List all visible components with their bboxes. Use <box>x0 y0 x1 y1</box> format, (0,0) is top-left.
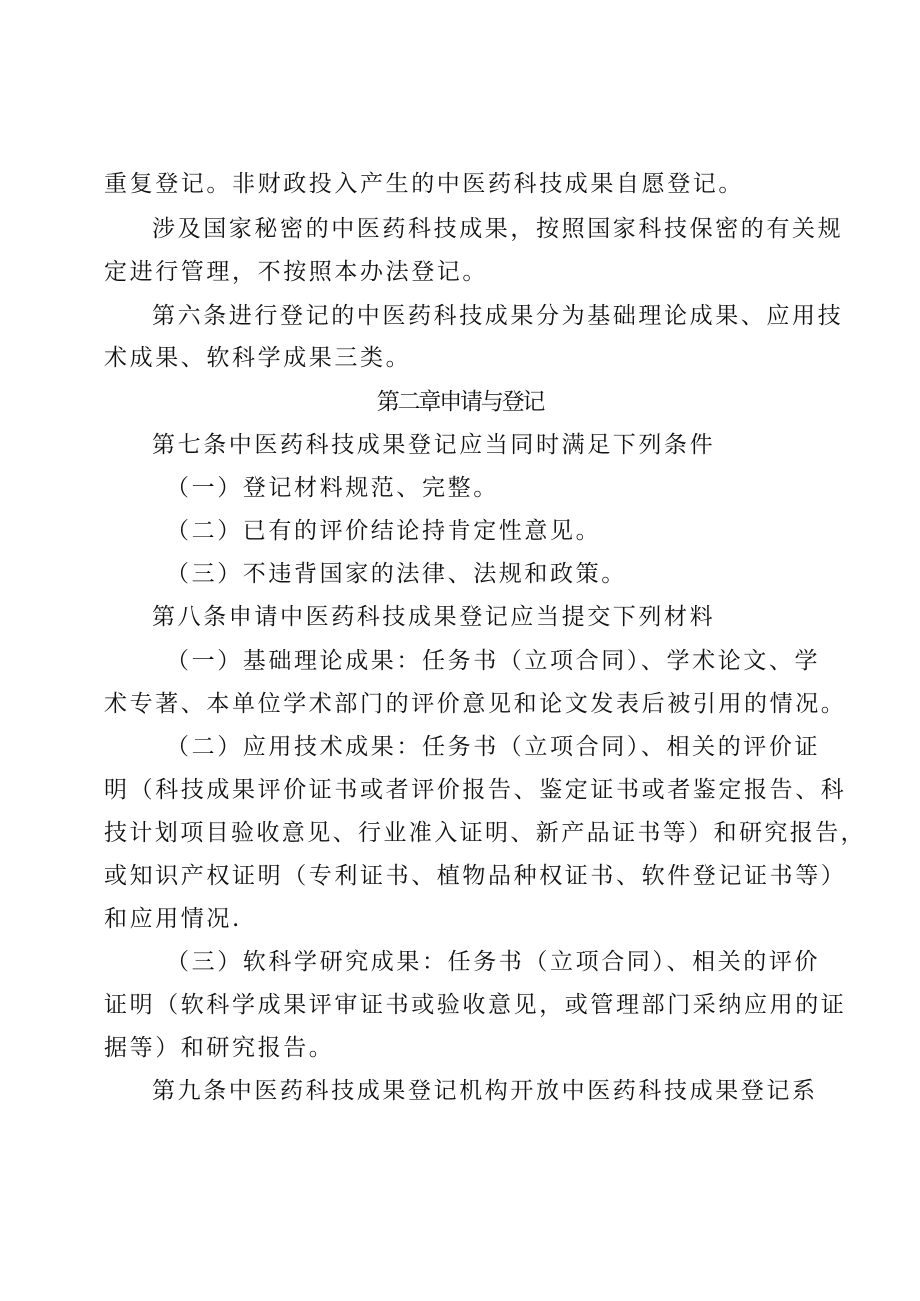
chapter-heading: 第二章申请与登记 <box>376 389 544 415</box>
list-item: （二）已有的评价结论持肯定性意见。 <box>166 518 602 544</box>
text-line: 第七条中医药科技成果登记应当同时满足下列条件 <box>152 432 716 458</box>
list-item: （三）软科学研究成果：任务书（立项合同）、相关的评价 <box>166 949 821 975</box>
list-item: （三）不违背国家的法律、法规和政策。 <box>166 561 627 587</box>
text-line: 定进行管理，不按照本办法登记。 <box>104 259 488 285</box>
list-item: （一）基础理论成果：任务书（立项合同）、学术论文、学 <box>166 648 821 674</box>
text-line: 或知识产权证明（专利证书、植物品种权证书、软件登记证书等） <box>104 863 847 889</box>
text-line: 证明（软科学成果评审证书或验收意见，或管理部门采纳应用的证 <box>104 992 847 1018</box>
text-line: 重复登记。非财政投入产生的中医药科技成果自愿登记。 <box>104 171 744 197</box>
text-line: 和应用情况. <box>104 906 242 932</box>
text-line: 术专著、本单位学术部门的评价意见和论文发表后被引用的情况。 <box>104 691 847 717</box>
text-line: 术成果、软科学成果三类。 <box>104 345 412 371</box>
text-line: 第八条申请中医药科技成果登记应当提交下列材料 <box>152 604 716 630</box>
text-line: 技计划项目验收意见、行业准入证明、新产品证书等）和研究报告， <box>104 820 866 846</box>
list-item: （一）登记材料规范、完整。 <box>166 475 499 501</box>
text-line: 据等）和研究报告。 <box>104 1035 335 1061</box>
text-line: 明（科技成果评价证书或者评价报告、鉴定证书或者鉴定报告、科 <box>104 777 847 803</box>
text-line: 涉及国家秘密的中医药科技成果，按照国家科技保密的有关规 <box>152 216 844 242</box>
text-line: 第九条中医药科技成果登记机构开放中医药科技成果登记系 <box>152 1078 818 1104</box>
text-line: 第六条进行登记的中医药科技成果分为基础理论成果、应用技 <box>152 303 844 329</box>
list-item: （二）应用技术成果：任务书（立项合同）、相关的评价证 <box>166 734 821 760</box>
